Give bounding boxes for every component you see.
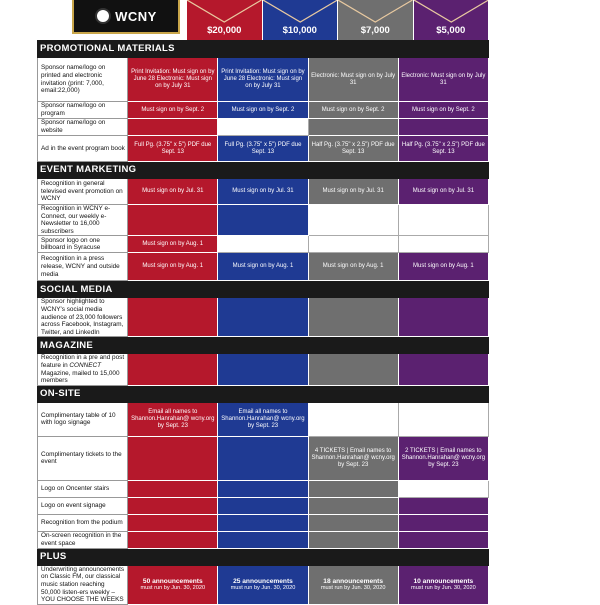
benefit-label: On-screen recognition in the event space xyxy=(38,531,128,548)
tier-2-amount: $10,000 xyxy=(282,25,317,36)
tier-1-cell: Must sign on by Sept. 2 xyxy=(128,102,218,119)
tier-1-cell xyxy=(128,480,218,497)
tier-3-cell xyxy=(308,205,398,236)
tier-3-cell: Half Pg. (3.75" x 2.5") PDF due Sept. 13 xyxy=(308,136,398,162)
tier-3-cell: Must sign on by Jul. 31 xyxy=(308,179,398,205)
tier-4-cell xyxy=(398,514,488,531)
tier-1-cell xyxy=(128,436,218,480)
tier-3-cell xyxy=(308,531,398,548)
benefit-label: Recognition in a press release, WCNY and outside media xyxy=(38,253,128,281)
section-header xyxy=(38,385,489,402)
tier-4-cell: Must sign on by Jul. 31 xyxy=(398,179,488,205)
benefit-label: Recognition in WCNY e-Connect, our weekly e-Newsletter to 16,000 subscribers xyxy=(38,205,128,236)
tier-3-cell xyxy=(308,514,398,531)
tier-1 xyxy=(187,0,263,40)
tier-3-cell: Must sign on by Aug. 1 xyxy=(308,253,398,281)
section-title: PROMOTIONAL MATERIALS xyxy=(38,41,489,58)
benefit-label: Recognition from the podium xyxy=(38,514,128,531)
tier-4-cell: 10 announcements must run by Jun. 30, 2020 xyxy=(398,565,488,604)
benefit-label: Complimentary table of 10 with logo signage xyxy=(38,402,128,436)
tier-4-cell: Electronic: Must sign on by July 31 xyxy=(398,58,488,102)
tier-2-cell xyxy=(218,236,308,253)
tier-3-amount: $7,000 xyxy=(360,25,390,36)
tier-4-cell xyxy=(398,298,488,337)
logo-text: WCNY xyxy=(115,8,157,24)
section-title: PLUS xyxy=(38,548,489,565)
section-header xyxy=(38,162,489,179)
tier-2-cell xyxy=(218,298,308,337)
benefit-label: Sponsor name/logo on program xyxy=(38,102,128,119)
tier-1-cell: Full Pg. (3.75" x 5") PDF due Sept. 13 xyxy=(128,136,218,162)
tier-2 xyxy=(263,0,339,40)
benefit-row xyxy=(38,205,489,236)
benefit-row xyxy=(38,480,489,497)
tier-3-cell: Must sign on by Sept. 2 xyxy=(308,102,398,119)
tier-4-cell xyxy=(398,497,488,514)
tier-4-cell: Half Pg. (3.75" x 2.5") PDF due Sept. 13 xyxy=(398,136,488,162)
tier-2-cell xyxy=(218,514,308,531)
tier-1-cell: Print Invitation: Must sign on by June 28 Electronic: Must sign on by July 31 xyxy=(128,58,218,102)
wcny-emblem-icon xyxy=(95,8,111,24)
tier-4-amount: $5,000 xyxy=(436,25,466,36)
tier-2-cell: Print Invitation: Must sign on by June 28 Electronic: Must sign on by July 31 xyxy=(218,58,308,102)
section-title: ON-SITE xyxy=(38,385,489,402)
tier-1-cell: Must sign on by Jul. 31 xyxy=(128,179,218,205)
section-header xyxy=(38,548,489,565)
tier-3-cell xyxy=(308,298,398,337)
benefit-row xyxy=(38,514,489,531)
benefit-label: Logo on event signage xyxy=(38,497,128,514)
tier-header xyxy=(187,0,489,40)
tier-1-cell xyxy=(128,531,218,548)
tier-2-cell xyxy=(218,205,308,236)
benefit-row xyxy=(38,298,489,337)
tier-2-cell: Must sign on by Jul. 31 xyxy=(218,179,308,205)
tier-3-cell xyxy=(308,480,398,497)
benefit-label: Underwriting announcements on Classic FM, our classical music station reaching 50,000 listen-ers weekly – YOU CHOOSE THE WEEKS xyxy=(38,565,128,604)
tier-1-cell xyxy=(128,514,218,531)
tier-2-cell xyxy=(218,531,308,548)
tier-2-cell: Email all names to Shannon.Hanrahan@ wcny.org by Sept. 23 xyxy=(218,402,308,436)
section-header xyxy=(38,41,489,58)
tier-2-cell xyxy=(218,119,308,136)
benefit-row xyxy=(38,531,489,548)
chevron-icon xyxy=(338,0,413,24)
section-header xyxy=(38,337,489,354)
section-title: MAGAZINE xyxy=(38,337,489,354)
tier-2-cell: 25 announcements must run by Jun. 30, 2020 xyxy=(218,565,308,604)
benefit-label: Complimentary tickets to the event xyxy=(38,436,128,480)
benefit-row xyxy=(38,102,489,119)
tier-4-cell xyxy=(398,402,488,436)
tier-4-cell xyxy=(398,354,488,385)
tier-2-cell xyxy=(218,480,308,497)
benefit-row xyxy=(38,119,489,136)
benefits-table xyxy=(37,40,489,605)
tier-2-cell: Full Pg. (3.75" x 5") PDF due Sept. 13 xyxy=(218,136,308,162)
benefit-label: Sponsor logo on one billboard in Syracuse xyxy=(38,236,128,253)
section-title: EVENT MARKETING xyxy=(38,162,489,179)
benefit-row xyxy=(38,565,489,604)
benefit-row xyxy=(38,436,489,480)
section-header xyxy=(38,281,489,298)
chevron-icon xyxy=(263,0,338,24)
tier-1-cell: 50 announcements must run by Jun. 30, 2020 xyxy=(128,565,218,604)
tier-2-cell: Must sign on by Sept. 2 xyxy=(218,102,308,119)
benefit-row xyxy=(38,179,489,205)
benefit-row xyxy=(38,136,489,162)
tier-4 xyxy=(414,0,490,40)
benefit-row xyxy=(38,354,489,385)
section-title: SOCIAL MEDIA xyxy=(38,281,489,298)
tier-1-cell: Email all names to Shannon.Hanrahan@ wcny.org by Sept. 23 xyxy=(128,402,218,436)
benefit-row xyxy=(38,58,489,102)
tier-4-cell: Must sign on by Aug. 1 xyxy=(398,253,488,281)
benefit-label: Sponsor highlighted to WCNY's social media audience of 23,000 followers across Facebook, Instagram, Twitter, and LinkedIn xyxy=(38,298,128,337)
benefit-row xyxy=(38,402,489,436)
benefit-label: Sponsor name/logo on website xyxy=(38,119,128,136)
tier-3-cell: 18 announcements must run by Jun. 30, 2020 xyxy=(308,565,398,604)
tier-4-cell xyxy=(398,205,488,236)
tier-1-cell xyxy=(128,354,218,385)
chevron-icon xyxy=(414,0,489,24)
tier-2-cell xyxy=(218,497,308,514)
tier-1-cell: Must sign on by Aug. 1 xyxy=(128,236,218,253)
tier-1-cell xyxy=(128,205,218,236)
tier-3-cell xyxy=(308,402,398,436)
tier-1-cell: Must sign on by Aug. 1 xyxy=(128,253,218,281)
tier-3-cell xyxy=(308,497,398,514)
benefit-label: Recognition in a pre and post feature in CONNECT Magazine, mailed to 15,000 members xyxy=(38,354,128,385)
tier-1-cell xyxy=(128,497,218,514)
tier-2-cell xyxy=(218,436,308,480)
tier-1-cell xyxy=(128,119,218,136)
tier-4-cell xyxy=(398,531,488,548)
tier-3-cell xyxy=(308,354,398,385)
tier-2-cell: Must sign on by Aug. 1 xyxy=(218,253,308,281)
tier-4-cell xyxy=(398,480,488,497)
tier-4-cell xyxy=(398,236,488,253)
tier-3-cell xyxy=(308,236,398,253)
tier-2-cell xyxy=(218,354,308,385)
chevron-icon xyxy=(187,0,262,24)
benefit-label: Logo on Oncenter stairs xyxy=(38,480,128,497)
tier-3 xyxy=(338,0,414,40)
tier-4-cell xyxy=(398,119,488,136)
wcny-logo xyxy=(72,0,180,34)
benefit-label: Ad in the event program book xyxy=(38,136,128,162)
tier-3-cell: Electronic: Must sign on by July 31 xyxy=(308,58,398,102)
tier-4-cell: Must sign on by Sept. 2 xyxy=(398,102,488,119)
tier-1-cell xyxy=(128,298,218,337)
benefit-row xyxy=(38,253,489,281)
benefit-row xyxy=(38,497,489,514)
tier-3-cell xyxy=(308,119,398,136)
benefit-row xyxy=(38,236,489,253)
tier-4-cell: 2 TICKETS | Email names to Shannon.Hanrahan@ wcny.org by Sept. 23 xyxy=(398,436,488,480)
benefit-label: Recognition in general televised event promotion on WCNY xyxy=(38,179,128,205)
tier-1-amount: $20,000 xyxy=(207,25,242,36)
benefit-label: Sponsor name/logo on printed and electronic invitation (print: 7,000, email:22,000) xyxy=(38,58,128,102)
tier-3-cell: 4 TICKETS | Email names to Shannon.Hanrahan@ wcny.org by Sept. 23 xyxy=(308,436,398,480)
